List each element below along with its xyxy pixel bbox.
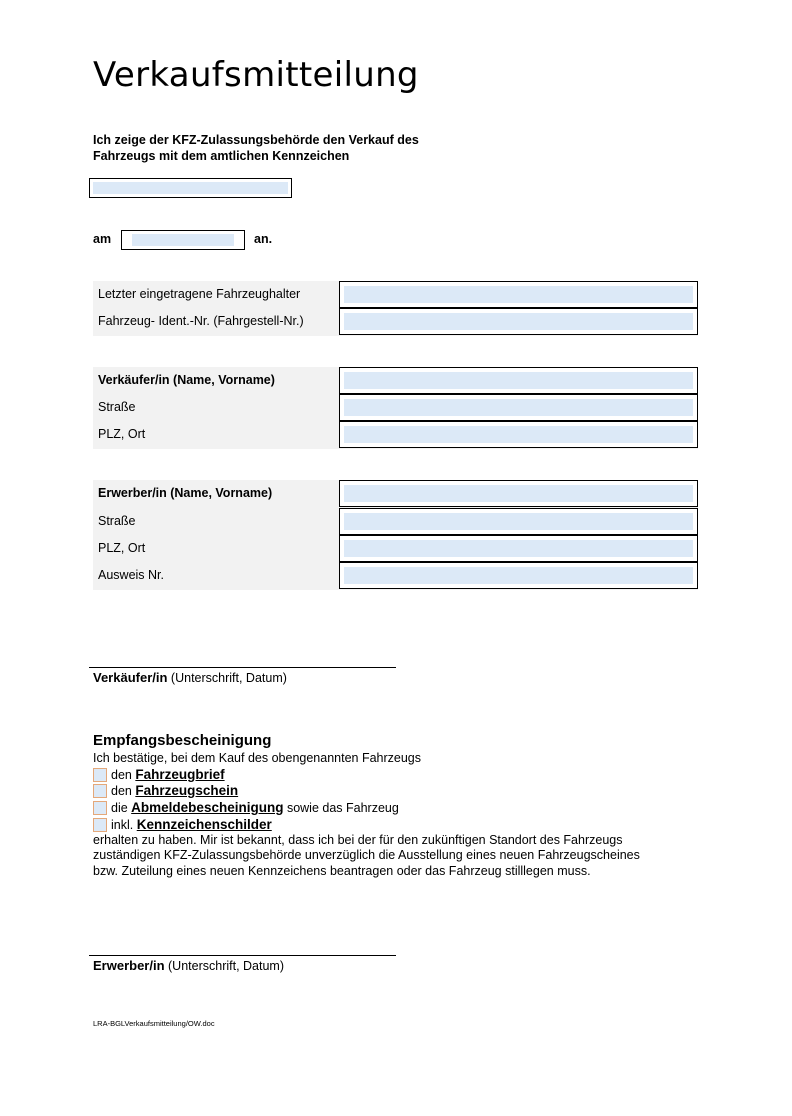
buyer-signature-caption	[93, 958, 284, 973]
buyer-street-row	[93, 508, 698, 535]
seller-signature-line[interactable]	[89, 667, 396, 668]
fahrzeugschein-checkbox[interactable]	[93, 784, 107, 798]
abmeldebescheinigung-checkbox[interactable]	[93, 801, 107, 815]
buyer-id-row	[93, 562, 698, 589]
receipt-paragraph	[93, 833, 713, 879]
receipt-item-2-prefix: den	[111, 784, 132, 798]
vehicle-holder-label: Letzter eingetragene Fahrzeughalter	[98, 287, 301, 301]
buyer-signature-line[interactable]	[89, 955, 396, 956]
buyer-block	[93, 480, 698, 590]
receipt-item-1-prefix: den	[111, 768, 132, 782]
receipt-paragraph-line-3: bzw. Zuteilung eines neuen Kennzeichens beantragen oder das Fahrzeug stilllegen muss.	[93, 863, 591, 878]
buyer-name-label: Erwerber/in (Name, Vorname)	[98, 486, 273, 500]
buyer-signature-hint: (Unterschrift, Datum)	[168, 959, 285, 973]
buyer-city-input[interactable]	[339, 535, 698, 562]
buyer-name-input[interactable]	[339, 480, 698, 507]
seller-name-row	[93, 367, 698, 394]
seller-street-label: Straße	[98, 400, 136, 414]
vehicle-holder-row	[93, 281, 698, 308]
seller-signature-hint: (Unterschrift, Datum)	[170, 671, 287, 685]
receipt-item-3-label: Abmeldebescheinigung	[131, 800, 284, 815]
receipt-title: Empfangsbescheinigung	[93, 732, 272, 749]
seller-name-label: Verkäufer/in (Name, Vorname)	[98, 373, 275, 387]
page-title: Verkaufsmitteilung	[93, 55, 419, 95]
buyer-street-label: Straße	[98, 514, 136, 528]
receipt-paragraph-line-2: zuständigen KFZ-Zulassungsbehörde unverzüglich die Ausstellung eines neuen Fahrzeugscheines	[93, 848, 640, 863]
kennzeichenschilder-checkbox[interactable]	[93, 818, 107, 832]
seller-city-label: PLZ, Ort	[98, 427, 146, 441]
buyer-name-row	[93, 480, 698, 507]
sale-date-input[interactable]	[121, 230, 245, 250]
date-an-label: an.	[254, 232, 273, 246]
document-footer: LRA-BGLVerkaufsmitteilung/OW.doc	[93, 1019, 215, 1028]
vehicle-block	[93, 281, 698, 336]
receipt-paragraph-line-1: erhalten zu haben. Mir ist bekannt, dass ich bei der für den zukünftigen Standort des Fahrzeugs	[93, 833, 623, 847]
receipt-item-3-suffix: sowie das Fahrzeug	[286, 801, 399, 815]
buyer-id-input[interactable]	[339, 562, 698, 589]
buyer-street-input[interactable]	[339, 508, 698, 535]
license-plate-input[interactable]	[89, 178, 292, 198]
fahrzeugbrief-checkbox[interactable]	[93, 768, 107, 782]
intro-line-1: Ich zeige der KFZ-Zulassungsbehörde den Verkauf des	[93, 133, 419, 147]
vehicle-holder-input[interactable]	[339, 281, 698, 308]
receipt-item-4-prefix: inkl.	[111, 818, 134, 832]
vin-row	[93, 308, 698, 335]
vin-label: Fahrzeug- Ident.-Nr. (Fahrgestell-Nr.)	[98, 314, 304, 328]
seller-city-row	[93, 421, 698, 448]
receipt-intro: Ich bestätige, bei dem Kauf des obengenannten Fahrzeugs	[93, 751, 422, 765]
seller-signature-caption	[93, 670, 287, 685]
buyer-city-row	[93, 535, 698, 562]
vin-input[interactable]	[339, 308, 698, 335]
receipt-item-2-label: Fahrzeugschein	[135, 783, 239, 798]
receipt-item-1-label: Fahrzeugbrief	[135, 767, 225, 782]
buyer-city-label: PLZ, Ort	[98, 541, 146, 555]
intro-line-2: Fahrzeugs mit dem amtlichen Kennzeichen	[93, 148, 350, 163]
buyer-signature-role: Erwerber/in	[93, 958, 165, 973]
receipt-item-4-label: Kennzeichenschilder	[136, 817, 272, 832]
buyer-id-label: Ausweis Nr.	[98, 568, 164, 582]
date-am-label: am	[93, 232, 112, 246]
intro-text	[93, 133, 419, 164]
receipt-item-3-prefix: die	[111, 801, 128, 815]
seller-signature-role: Verkäufer/in	[93, 670, 168, 685]
seller-street-input[interactable]	[339, 394, 698, 421]
seller-street-row	[93, 394, 698, 421]
seller-block	[93, 367, 698, 449]
seller-city-input[interactable]	[339, 421, 698, 448]
seller-name-input[interactable]	[339, 367, 698, 394]
